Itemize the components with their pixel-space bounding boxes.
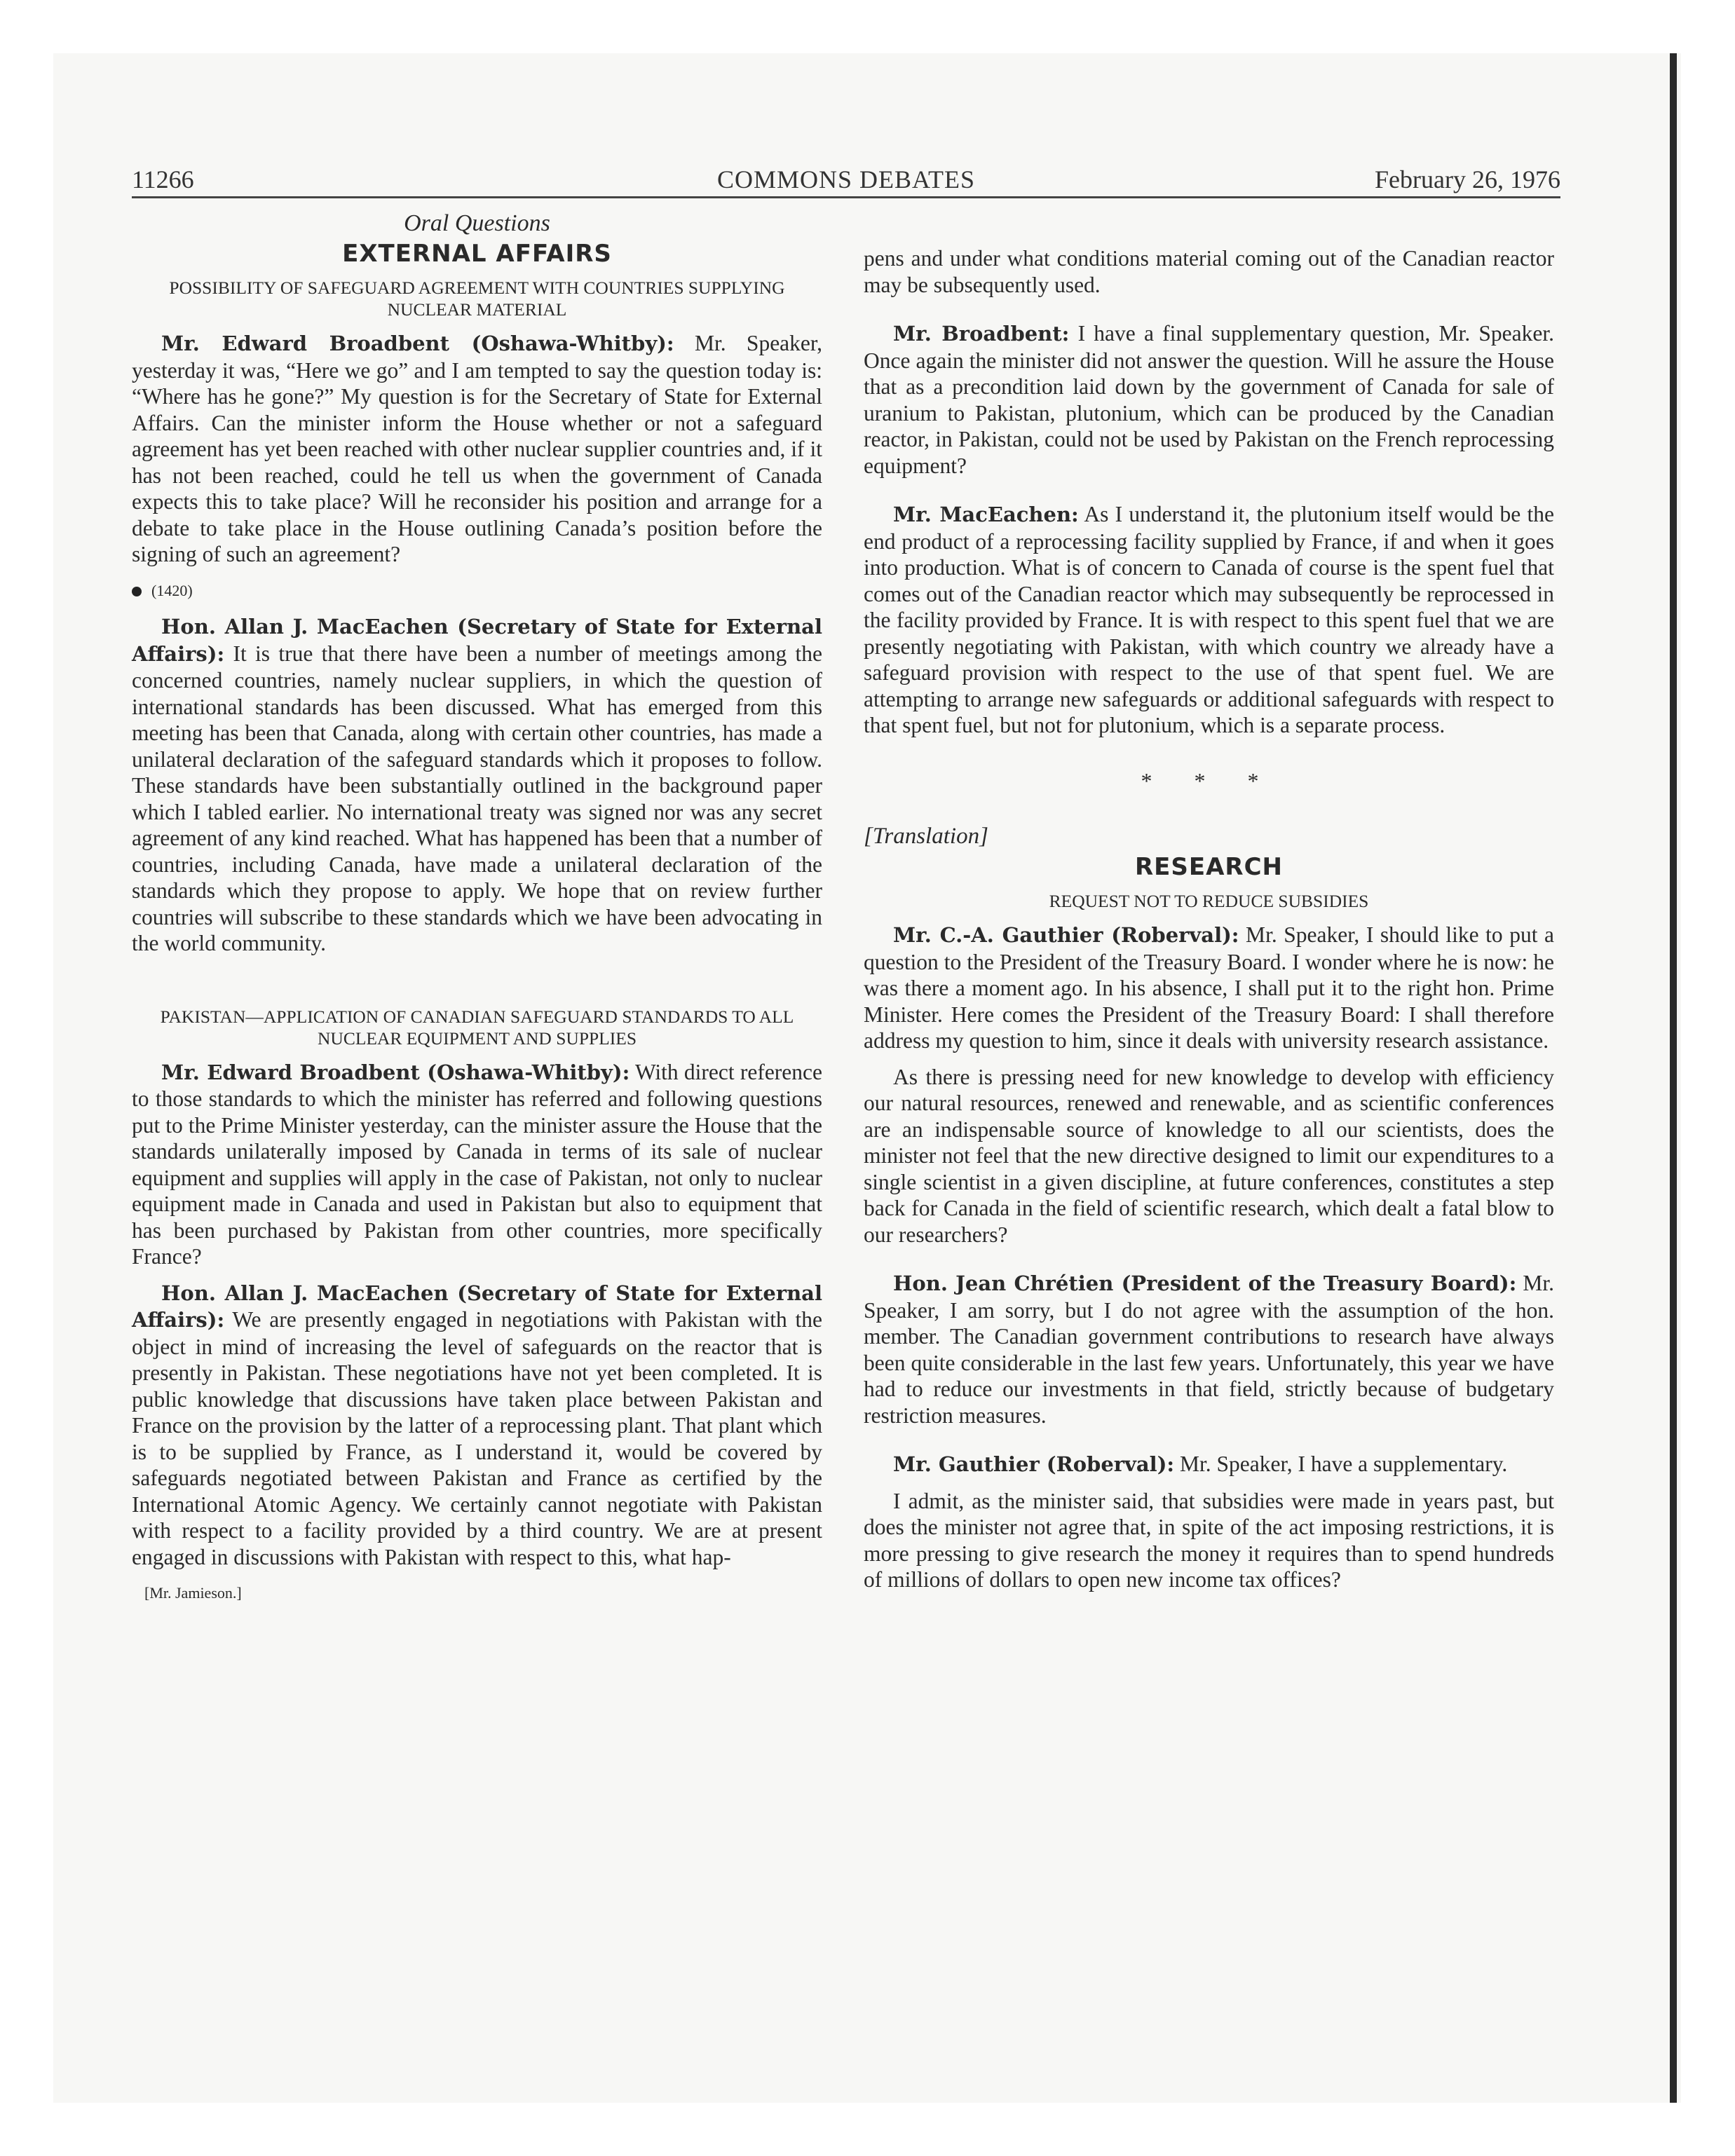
- page-number: 11266: [132, 165, 194, 193]
- speech-paragraph: I admit, as the minister said, that subsidies were made in years past, but does the minister not agree that, in spite of the act imposing restrictions, it is more pressing to give research the money it requires than to spend hundreds of millions of dollars to open new income tax offices?: [864, 1488, 1554, 1592]
- publication-title: COMMONS DEBATES: [716, 165, 976, 193]
- speech-text: Mr. Speaker, I should like to put a question to the President of the Treasury Board. I wonder where he is now: he was there a moment ago. In his absence, I shall put it to the right hon. Prime Minister. Here comes the President of the Treasury Board: I shall therefore address my question to him, since it deals with university research assistance.: [864, 922, 1554, 1053]
- speech-paragraph: [864, 320, 1554, 479]
- speaker-name: Hon. Jean Chrétien (President of the Treasury Board):: [893, 1271, 1517, 1295]
- speech-continuation: pens and under what conditions material coming out of the Canadian reactor may be subsequently used.: [864, 246, 1554, 297]
- subheading: Oral Questions: [404, 210, 550, 236]
- speaker-name: Mr. Edward Broadbent (Oshawa-Whitby):: [161, 1060, 630, 1084]
- right-column: [864, 245, 1554, 1593]
- page-edge-shadow: [1670, 53, 1677, 2103]
- translation-note: [Translation]: [864, 824, 988, 849]
- speech-paragraph: As there is pressing need for new knowledge to develop with efficiency our natural resources, renewed and renewable, and as scientific conferences are an indispensable source of knowledge to all our scientists, does the minister not feel that the new directive designed to limit our expenditures to a single scientist in a given discipline, at future conferences, constitutes a step back for Canada in the field of scientific research, which dealt a fatal blow to our researchers?: [864, 1064, 1554, 1247]
- speaker-name: Mr. Edward Broadbent (Oshawa-Whitby):: [161, 332, 674, 355]
- topic-heading: PAKISTAN—APPLICATION OF CANADIAN SAFEGUARD STANDARDS TO ALL NUCLEAR EQUIPMENT AND SUPPLIES: [160, 1006, 794, 1049]
- speech-paragraph: [132, 1059, 822, 1270]
- speech-paragraph: [864, 1270, 1554, 1428]
- speech-paragraph: [864, 501, 1554, 739]
- header-rule: [132, 196, 1560, 198]
- page-date: February 26, 1976: [1375, 165, 1560, 193]
- speech-text: It is true that there have been a number of meetings among the concerned countries, namely nuclear suppliers, in which the question of international standards has been discussed. What has emerged from this meeting has been that Canada, along with certain other countries, has made a unilateral declaration of the safeguard standards which it proposes to follow. These standards have been substantially outlined in the background paper which I tabled earlier. No international treaty was signed nor was any secret agreement of any kind reached. What has happened has been that a number of countries, including Canada, have made a unilateral declaration of the standards which they propose to apply. We hope that on review further countries will subscribe to these standards which we have been advocating in the world community.: [132, 641, 822, 955]
- speaker-name: Mr. C.-A. Gauthier (Roberval):: [893, 923, 1239, 947]
- time-stamp-text: (1420): [151, 581, 193, 599]
- speech-paragraph: [132, 330, 822, 568]
- speaker-name: Hon. Allan J. MacEachen (Secretary of State for External Affairs):: [132, 615, 822, 666]
- speech-text: Mr. Speaker, I have a supplementary.: [1174, 1452, 1508, 1476]
- section-heading: RESEARCH: [1134, 852, 1284, 881]
- speech-paragraph: [864, 922, 1554, 1054]
- speech-text: With direct reference to those standards to which the minister has referred and following questions put to the Prime Minister yesterday, can the minister assure the House that the standards unilaterally imposed by Canada in terms of its sale of nuclear equipment and supplies will apply in the case of Pakistan, not only to nuclear equipment made in Canada and used in Pakistan but also to equipment that has been purchased by Pakistan from other countries, more specifically France?: [132, 1059, 822, 1269]
- section-separator: * * *: [1141, 767, 1277, 793]
- topic-heading: POSSIBILITY OF SAFEGUARD AGREEMENT WITH COUNTRIES SUPPLYING NUCLEAR MATERIAL: [169, 278, 785, 320]
- bullet-icon: [132, 587, 142, 596]
- speaker-name: Hon. Allan J. MacEachen (Secretary of State for External Affairs):: [132, 1281, 822, 1332]
- speech-text: We are presently engaged in negotiations with Pakistan with the object in mind of increasing the level of safeguards on the reactor that is presently in Pakistan. These negotiations have not yet been completed. It is public knowledge that discussions have taken place between Pakistan and France on the provision by the latter of a reprocessing plant. That plant which is to be supplied by France, as I understand it, would be covered by safeguards negotiated between Pakistan and France as certified by the International Atomic Agency. We certainly cannot negotiate with Pakistan with respect to a facility provided by a third country. We are at present engaged in discussions with Pakistan with respect to this, what hap-: [132, 1307, 822, 1569]
- speech-paragraph: [864, 1451, 1554, 1478]
- page-header: [132, 163, 1560, 196]
- speaker-name: Mr. Broadbent:: [893, 322, 1070, 346]
- speech-text: As I understand it, the plutonium itself would be the end product of a reprocessing facility supplied by France, if and when it goes into production. What is of concern to Canada of course is the spent fuel that comes out of the Canadian reactor which may subsequently be reprocessed in the facility provided by France. It is with respect to this spent fuel that we are presently negotiating with Pakistan, with which country we already have a safeguard provision with respect to the use of that spent fuel. We are attempting to arrange new safeguards or additional safeguards with respect to that spent fuel, but not for plutonium, which is a separate process.: [864, 502, 1554, 737]
- left-column: [132, 210, 822, 1606]
- section-heading: EXTERNAL AFFAIRS: [342, 239, 612, 268]
- speech-text: Mr. Speaker, yesterday it was, “Here we go” and I am tempted to say the question today is: “Where has he gone?” My question is for the Secretary of State for External Affairs. Can the minister inform the House whether or not a safeguard agreement has yet been reached with other nuclear supplier countries and, if it has not been reached, could he tell us when the government of Canada expects this to take place? Will he reconsider his position and arrange for a debate to take place in the House outlining Canada’s position before the signing of such an agreement?: [132, 331, 822, 566]
- time-stamp: [132, 578, 822, 604]
- topic-heading: REQUEST NOT TO REDUCE SUBSIDIES: [1049, 891, 1369, 911]
- speech-paragraph: [132, 613, 822, 957]
- speech-paragraph: [132, 1280, 822, 1571]
- speech-text: Mr. Speaker, I am sorry, but I do not agree with the assumption of the hon. member. The Canadian government contributions to research have always been quite considerable in the last few years. Unfortunately, this year we have had to reduce our investments in that field, strictly because of budgetary restriction measures.: [864, 1271, 1554, 1428]
- speaker-name: Mr. MacEachen:: [893, 503, 1079, 526]
- speaker-name: Mr. Gauthier (Roberval):: [893, 1452, 1175, 1476]
- footnote: [Mr. Jamieson.]: [144, 1584, 242, 1602]
- speech-text: I have a final supplementary question, Mr. Speaker. Once again the minister did not answer the question. Will he assure the House that as a precondition laid down by the government of Canada for sale of uranium to Pakistan, plutonium, which can be produced by the Canadian reactor, in Pakistan, could not be used by Pakistan on the French reprocessing equipment?: [864, 321, 1554, 478]
